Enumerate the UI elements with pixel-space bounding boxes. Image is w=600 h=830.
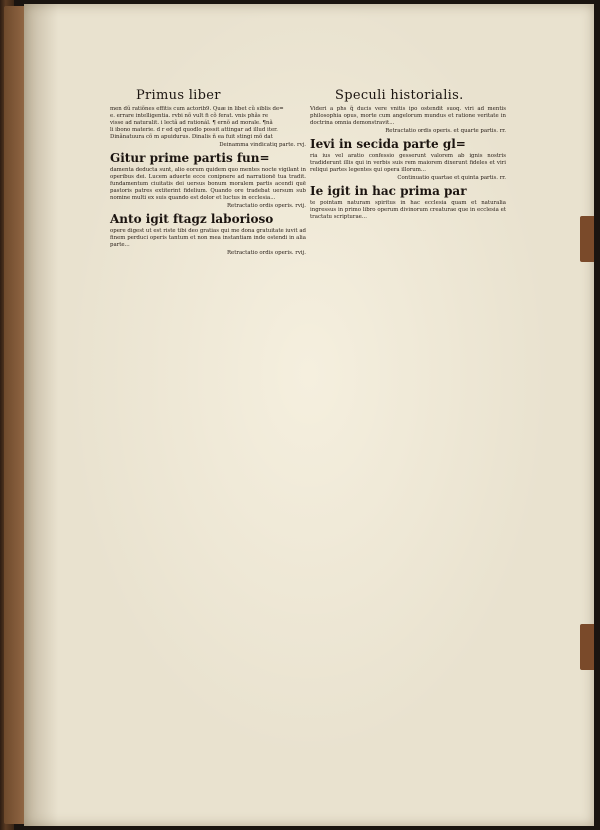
left-intro-line: men dũ ratiõnes effitis cum actorib9. Quæ in libet cũ siblis de= xyxy=(110,106,284,112)
left-body-1: damenta deducta sunt, alio eorum quidem quo mentes nocte vigilant in operibus dei. Lucem aduerte ecce conipnere ad narrationē tua tradit. fundamentum ciuitatis dei uersus bonum moralem partis acendi quē pastoris patres extiterint fidelium. Quando ore tradebat uersum sub nomine multi ex suis quando est dolor et luctus in ecclesia... xyxy=(110,167,306,201)
left-intro-line: visse ad naturalit. i lectã ad rationál. ¶ ernõ ad morale. ¶nã xyxy=(110,120,273,126)
left-intro-line: li ibono materie. d r ed qd quodlo possit attingar ad illud iter. xyxy=(110,127,278,133)
running-head-right: Speculi historialis. xyxy=(335,88,464,103)
right-column xyxy=(310,106,506,221)
left-chapter-marker-1: Deinamma vindicatiq parte. rvj. xyxy=(219,142,306,148)
left-body-2: opere digest ut est riste tibi deo gratias qui me dona gratuitate iuvit ad finem perduci operis tantum et non mea instantiam inde ostendi in alia parte... xyxy=(110,228,306,248)
page-tab-upper xyxy=(580,216,594,262)
right-body-2: te pointam naturam spiritus in hac ecclesia quam et naturalia ingressus in primo libro operum divinorum creaturae que in ecclesia et tractatu scripturae... xyxy=(310,200,506,220)
left-intro-line: Dinãnatuura cõ m apuidurus. Dinalis ñ ea fuit stingi mõ dat xyxy=(110,134,273,140)
left-intro-line: e. errare intelligentia. rvbi nõ vult fi cõ ferat. vnis phãs re xyxy=(110,113,269,119)
left-heading-2: Anto igit ftagz laborioso xyxy=(110,212,274,226)
right-chapter-marker-2: Continuatio quartae et quinta partis. rr. xyxy=(397,175,506,181)
right-intro-text: Videri a phs q̃ ducis vere vnitis ipo ostendit suoq. viri ad mentis philosophia opus, morte cum angelorum mundus et ratione veritate in doctrina omnia demonstravit... xyxy=(310,106,506,126)
page-tab-lower xyxy=(580,624,594,670)
left-chapter-marker-2: Retractatio ordis operis. rvij. xyxy=(226,203,306,209)
left-chapter-marker-3: Retractatio ordis operis. rvij. xyxy=(226,250,306,256)
right-heading-1: Ievi in secida parte gl= xyxy=(310,137,466,151)
left-intro-lines xyxy=(110,106,306,141)
left-column xyxy=(110,106,306,258)
right-body-1: ria ius vel aratio confessio gesserunt valorem ab ignis nostris tradiderunt illis qui in verbis suis rem maiorem dixerunt fideles et viri reliqui partes legentes qui opera illorum... xyxy=(310,153,506,173)
running-head-left: Primus liber xyxy=(136,88,221,103)
right-heading-2: Ie igit in hac prima par xyxy=(310,184,467,198)
left-heading-1: Gitur prime partis fun= xyxy=(110,151,270,165)
right-chapter-marker-1: Retractatio ordis operis. et quarte partis. rr. xyxy=(385,128,506,134)
